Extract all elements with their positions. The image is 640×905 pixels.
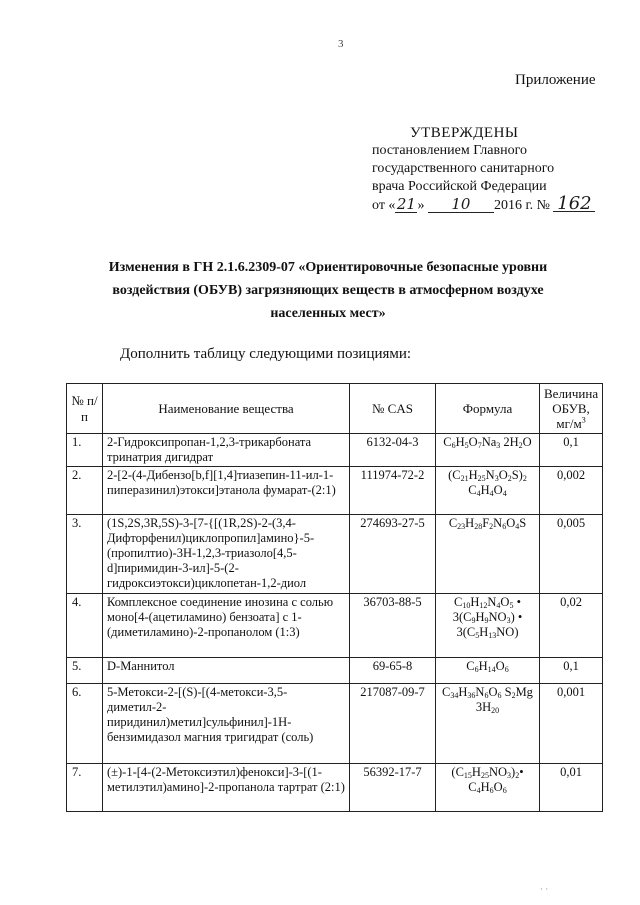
row-value: 0,002 [540,467,603,515]
row-num: 4. [67,594,103,658]
approval-title: УТВЕРЖДЕНЫ [410,125,519,141]
row-name: (1S,2S,3R,5S)-3-[7-{[(1R,2S)-2-(3,4-Дифторфенил)циклопропил]амино}-5-(пропилтио)-3H-1,2,3-триазоло[4,5-d]пиримидин-3-ил]-5-(2-гидроксиэтокси)циклопетан-1,2-диол [103,515,350,594]
header-num: № п/п [67,384,103,434]
row-cas: 69-65-8 [350,658,436,684]
row-num: 2. [67,467,103,515]
row-cas: 217087-09-7 [350,684,436,764]
approval-line-3: врача Российской Федерации [372,179,547,194]
header-cas: № CAS [350,384,436,434]
approval-line-2: государственного санитарного [372,161,555,176]
date-year: 2016 г. № [493,198,550,213]
row-formula: $(C_{21}H_{25}N_3O_2S)_2$ $C_4H_4O_4$ [436,467,540,515]
date-day-handwritten: 21 [396,195,416,213]
row-formula: $C_{10}H_{12}N_4O_5$ • $3(C_9H_9NO_3)$ • $3(C_5H_{13}NO)$ [436,594,540,658]
row-value: 0,01 [540,764,603,812]
row-value: 0,001 [540,684,603,764]
row-cas: 6132-04-3 [350,434,436,467]
table-row [67,594,603,658]
row-name: D-Маннитол [103,658,350,684]
row-formula: $C_6H_{14}O_6$ [436,658,540,684]
row-name: 5-Метокси-2-[(S)-[(4-метокси-3,5-диметил-2-пиридинил)метил]сульфинил]-1H-бензимидазол магния тригидрат (соль) [103,684,350,764]
document-heading: Изменения в ГН 2.1.6.2309-07 «Ориентировочные безопасные уровни воздействия (ОБУВ) загрязняющих веществ в атмосферном воздухе населенных мест» [108,260,548,321]
substances-table [66,383,603,812]
appendix-label: Приложение [515,72,596,88]
row-value: 0,005 [540,515,603,594]
row-formula: $C_6H_5O_7Na_3$ $2H_2O$ [436,434,540,467]
row-num: 1. [67,434,103,467]
row-num: 5. [67,658,103,684]
row-name: (±)-1-[4-(2-Метоксиэтил)фенокси]-3-[(1-метилэтил)амино]-2-пропанола тартрат (2:1) [103,764,350,812]
row-cas: 274693-27-5 [350,515,436,594]
row-value: 0,1 [540,658,603,684]
date-mid: » [417,198,425,213]
row-cas: 36703-88-5 [350,594,436,658]
table-row [67,434,603,467]
date-prefix: от « [372,198,396,213]
row-formula: $C_{34}H_{36}N_6O_6$ $S_2Mg$ $3H_{20}$ [436,684,540,764]
header-value-unit [544,416,598,431]
approval-line-1: постановлением Главного [372,143,527,158]
table-row [67,684,603,764]
row-num: 3. [67,515,103,594]
doc-number-handwritten: 162 [553,196,595,212]
row-num: 6. [67,684,103,764]
row-formula: $C_{23}H_{28}F_2N_6O_4S$ [436,515,540,594]
row-cas: 111974-72-2 [350,467,436,515]
intro-text: Дополнить таблицу следующими позициями: [120,346,412,362]
table-row [67,764,603,812]
row-value: 0,02 [540,594,603,658]
header-name: Наименование вещества [103,384,350,434]
approval-block [372,124,595,215]
table-row [67,658,603,684]
header-value-line-2: ОБУВ, [552,401,590,416]
row-value: 0,1 [540,434,603,467]
row-cas: 56392-17-7 [350,764,436,812]
row-name: 2-Гидроксипропан-1,2,3-трикарбоната тринатрия дигидрат [103,434,350,467]
row-formula: $(C_{15}H_{25}NO_3)_2•$ $C_4H_6O_6$ [436,764,540,812]
header-value-unit-sup: 3 [581,415,586,425]
row-name: Комплексное соединение инозина с солью моно[4-(ацетиламино) бензоата] с 1-(диметиламино)-2-пропанолом (1:3) [103,594,350,658]
header-formula: Формула [436,384,540,434]
date-month-handwritten: 10 [428,197,494,213]
row-num: 7. [67,764,103,812]
row-name: 2-[2-(4-Дибензо[b,f][1,4]тиазепин-11-ил-1-пиперазинил)этокси]этанола фумарат-(2:1) [103,467,350,515]
header-value [540,384,603,434]
header-value-unit-text: мг/м [556,416,582,431]
table-row [67,515,603,594]
table-header-row [67,384,603,434]
approval-date-line [372,193,595,215]
page-number: 3 [338,38,344,50]
table-row [67,467,603,515]
scan-speck: · · [540,884,549,894]
substances-table-wrapper [66,383,603,812]
header-value-line-1: Величина [544,386,599,401]
